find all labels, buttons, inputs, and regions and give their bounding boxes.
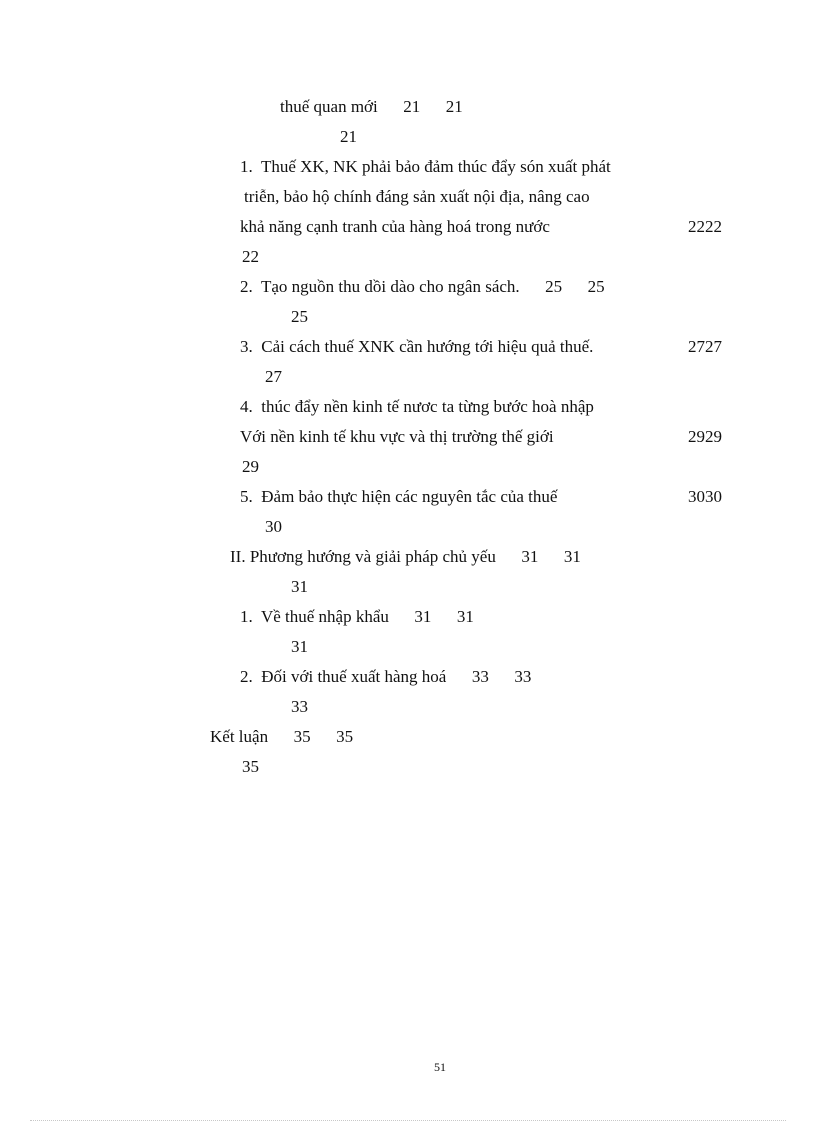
toc-page-number: 2727	[688, 337, 722, 356]
toc-line: thuế quan mới 21 21	[280, 97, 463, 116]
toc-page-number: 30	[265, 517, 282, 536]
toc-line: 2. Tạo nguồn thu dồi dào cho ngân sách. 25 25	[240, 277, 605, 296]
toc-page-number: 3030	[688, 487, 722, 506]
toc-line: 4. thúc đẩy nền kinh tế nươc ta từng bước hoà nhập	[240, 397, 594, 416]
toc-line: Với nền kinh tế khu vực và thị trường thế giới	[240, 427, 554, 446]
toc-line: 1. Thuế XK, NK phải bảo đảm thúc đẩy són xuất phát	[240, 157, 611, 176]
toc-line: 2. Đối với thuế xuất hàng hoá 33 33	[240, 667, 532, 686]
toc-line: khả năng cạnh tranh của hàng hoá trong nước	[240, 217, 550, 236]
toc-page-number: 35	[242, 757, 259, 776]
toc-page-number: 2222	[688, 217, 722, 236]
toc-line: 5. Đảm bảo thực hiện các nguyên tắc của thuế	[240, 487, 558, 506]
page-bottom-divider	[30, 1120, 786, 1121]
toc-conclusion: Kết luận 35 35	[210, 727, 354, 746]
toc-page-number: 25	[291, 307, 308, 326]
toc-section-heading: II. Phương hướng và giải pháp chủ yếu 31 31	[230, 547, 581, 566]
toc-line: 1. Về thuế nhập khẩu 31 31	[240, 607, 474, 626]
page-number-footer: 51	[434, 1060, 446, 1074]
toc-page-number: 2929	[688, 427, 722, 446]
toc-page-number: 21	[340, 127, 357, 146]
toc-page-number: 31	[291, 577, 308, 596]
toc-line: triễn, bảo hộ chính đáng sản xuất nội địa, nâng cao	[244, 187, 590, 206]
toc-page-number: 31	[291, 637, 308, 656]
toc-page-number: 22	[242, 247, 259, 266]
toc-page-number: 29	[242, 457, 259, 476]
toc-page-number: 27	[265, 367, 282, 386]
toc-line: 3. Cải cách thuế XNK cần hướng tới hiệu quả thuế.	[240, 337, 594, 356]
toc-page-number: 33	[291, 697, 308, 716]
